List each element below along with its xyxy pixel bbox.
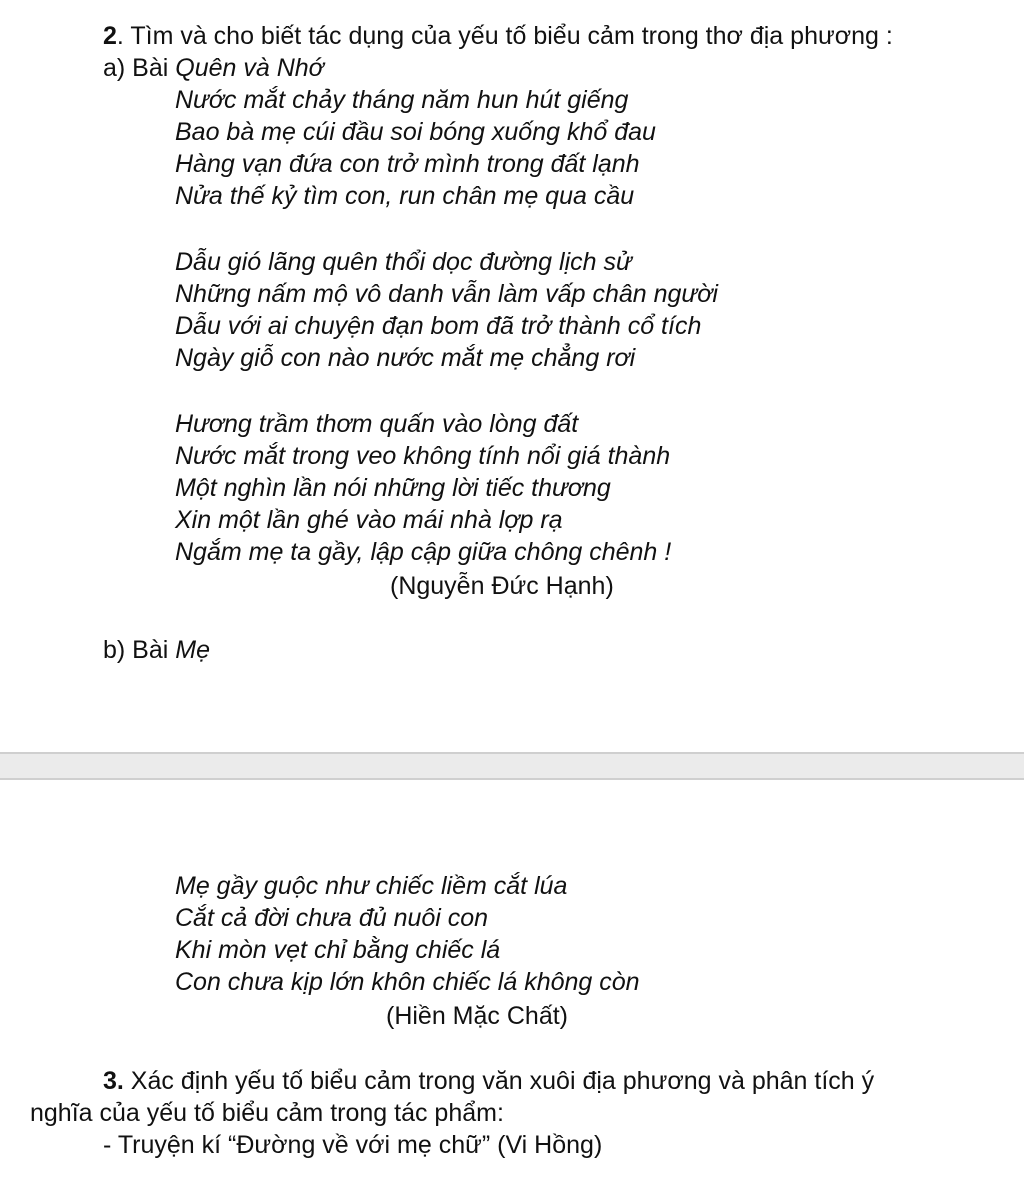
part-a-heading — [103, 53, 324, 83]
poem-a-line: Ngắm mẹ ta gầy, lập cập giữa chông chênh ! — [175, 538, 672, 566]
poem-a-line: Dẫu với ai chuyện đạn bom đã trở thành cổ tích — [175, 312, 702, 340]
part-b-heading — [103, 635, 210, 665]
question-2-text: . Tìm và cho biết tác dụng của yếu tố biểu cảm trong thơ địa phương : — [116, 22, 893, 50]
author-b: (Hiền Mặc Chất) — [386, 1002, 568, 1030]
poem-a-line: Nước mắt trong veo không tính nổi giá thành — [175, 442, 671, 470]
poem-a-line: Hàng vạn đứa con trở mình trong đất lạnh — [175, 150, 640, 178]
poem-a-line: Xin một lần ghé vào mái nhà lợp rạ — [175, 506, 563, 534]
part-b-title: Mẹ — [175, 636, 210, 664]
author-a: (Nguyễn Đức Hạnh) — [390, 572, 614, 600]
part-b-prefix: b) Bài — [103, 636, 176, 664]
poem-a-line: Nước mắt chảy tháng năm hun hút giếng — [175, 86, 629, 114]
poem-a-line: Một nghìn lần nói những lời tiếc thương — [175, 474, 611, 502]
poem-a-line: Nửa thế kỷ tìm con, run chân mẹ qua cầu — [175, 182, 635, 210]
poem-b-line: Cắt cả đời chưa đủ nuôi con — [175, 904, 489, 932]
question-2-heading — [103, 21, 893, 51]
poem-a-line: Hương trầm thơm quấn vào lòng đất — [175, 410, 579, 438]
question-3-number: 3. — [103, 1067, 124, 1095]
poem-a-line: Bao bà mẹ cúi đầu soi bóng xuống khổ đau — [175, 118, 656, 146]
poem-b-line: Con chưa kịp lớn khôn chiếc lá không còn — [175, 968, 640, 996]
poem-a-line: Dẫu gió lãng quên thổi dọc đường lịch sử — [175, 248, 632, 276]
question-2-number: 2 — [103, 22, 117, 50]
part-a-title: Quên và Nhớ — [175, 54, 324, 82]
poem-a-line: Ngày giỗ con nào nước mắt mẹ chẳng rơi — [175, 344, 636, 372]
question-3-heading — [103, 1066, 874, 1096]
question-3-item: - Truyện kí “Đường về với mẹ chữ” (Vi Hồng) — [103, 1131, 603, 1159]
page-break-divider — [0, 752, 1024, 780]
part-a-prefix: a) Bài — [103, 54, 176, 82]
poem-b-line: Mẹ gầy guộc như chiếc liềm cắt lúa — [175, 872, 568, 900]
question-3-text-line2: nghĩa của yếu tố biểu cảm trong tác phẩm: — [30, 1099, 504, 1127]
poem-b-line: Khi mòn vẹt chỉ bằng chiếc lá — [175, 936, 501, 964]
question-3-text-line1: Xác định yếu tố biểu cảm trong văn xuôi địa phương và phân tích ý — [123, 1067, 875, 1095]
poem-a-line: Những nấm mộ vô danh vẫn làm vấp chân người — [175, 280, 718, 308]
